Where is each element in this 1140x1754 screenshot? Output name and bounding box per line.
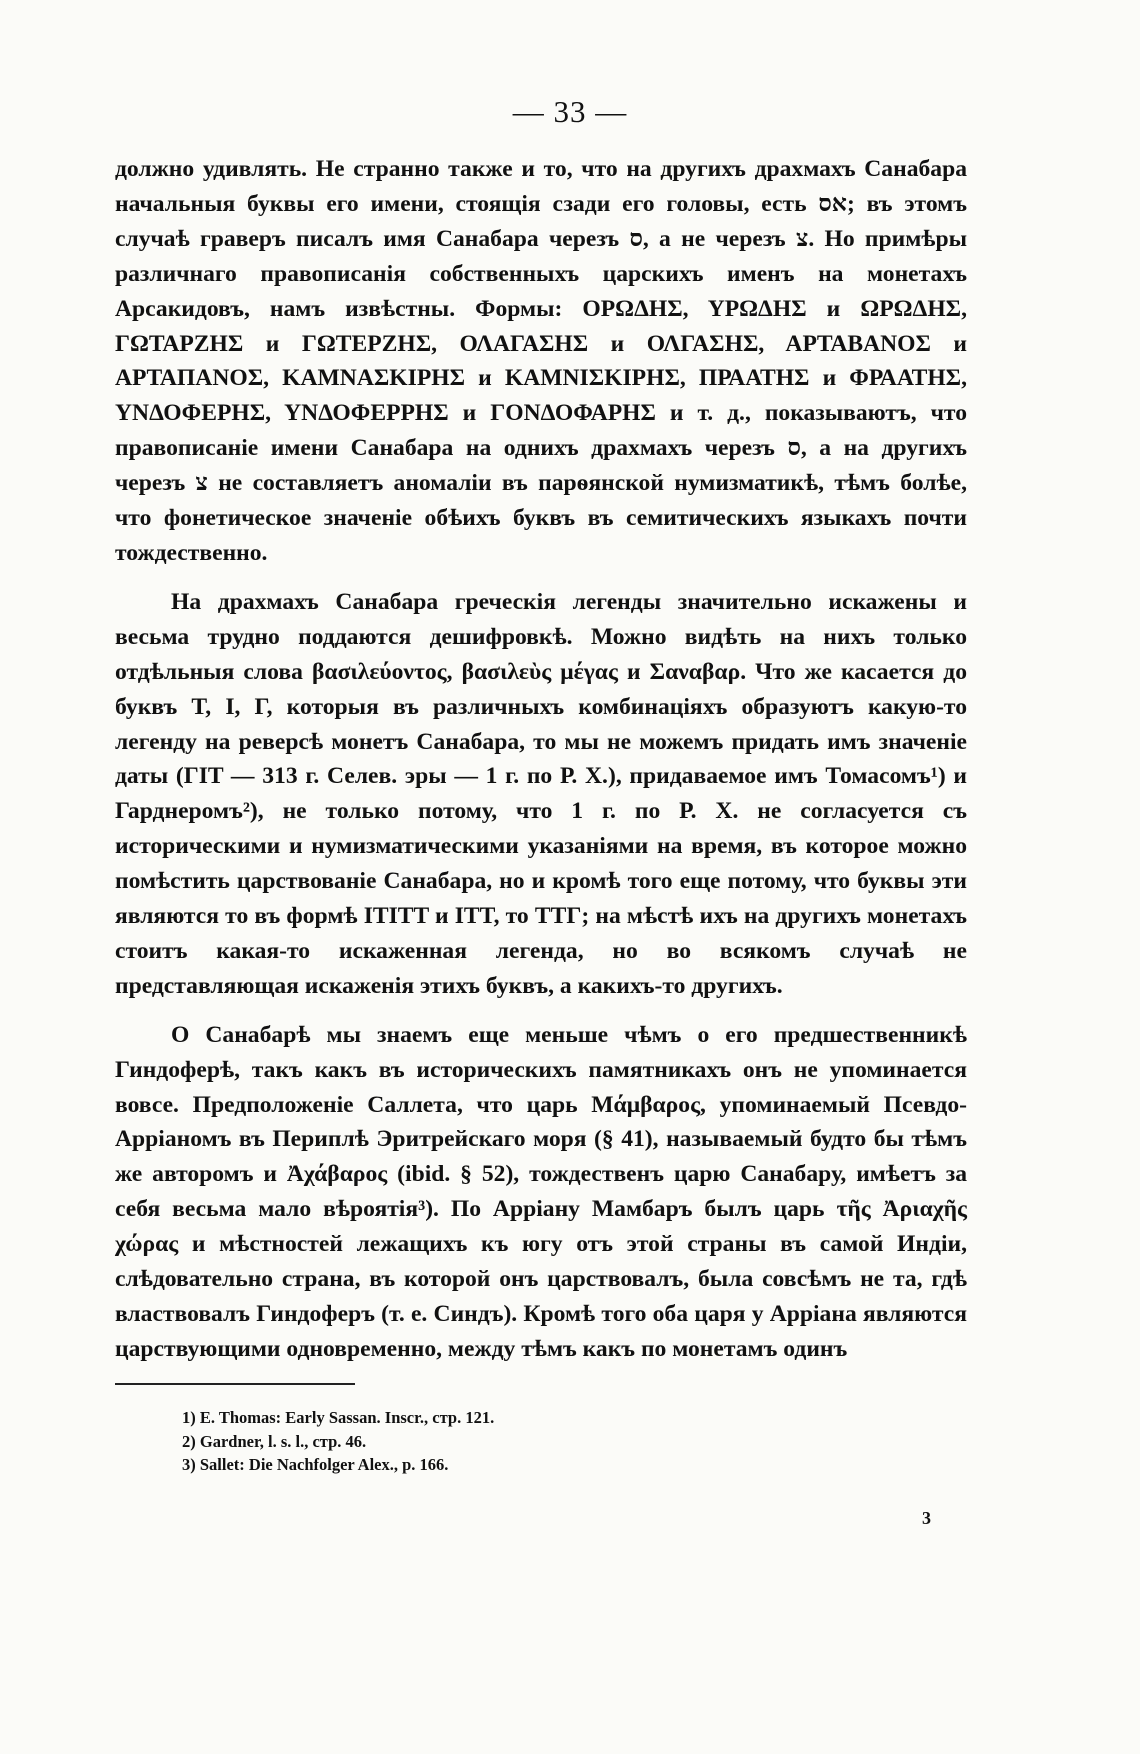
footnotes <box>182 1406 494 1477</box>
paragraph-2: На драхмахъ Санабара греческія легенды значительно искажены и весьма трудно поддаются дешифровкѣ. Можно видѣть на нихъ только отдѣльныя слова βασιλεύοντος, βασιλεὺς μέγας и Σαναβαρ. Что же касается до буквъ Τ, Ι, Γ, которыя въ различныхъ комбинаціяхъ образуютъ какую-то легенду на реверсѣ монетъ Санабара, то мы не можемъ придать имъ значеніе даты (ΓΙΤ — 313 г. Селев. эры — 1 г. по Р. Х.), придаваемое имъ Томасомъ¹) и Гарднеромъ²), не только потому, что 1 г. по Р. Х. не согласуется съ историческими и нумизматическими указаніями на время, въ которое можно помѣстить царствованіе Санабара, но и кромѣ того еще потому, что буквы эти являются то въ формѣ ΙΤΙΤΤ и ΙΤΤ, то ΤΤΓ; на мѣстѣ ихъ на другихъ монетахъ стоитъ какая-то искаженная легенда, но во всякомъ случаѣ не представляющая искаженія этихъ буквъ, а какихъ-то другихъ. <box>115 588 967 999</box>
footnote-2: 2) Gardner, l. s. l., стр. 46. <box>182 1431 367 1451</box>
body-text <box>115 152 967 1367</box>
footnote-3: 3) Sallet: Die Nachfolger Alex., p. 166. <box>182 1455 449 1474</box>
footnote-separator <box>115 1383 355 1385</box>
page-number: — 33 — <box>512 94 628 129</box>
paragraph-1: должно удивлять. Не странно также и то, что на другихъ драхмахъ Санабара начальныя буквы его имени, стоящія сзади его головы, есть אס; въ этомъ случаѣ граверъ писалъ имя Санабара черезъ ס, а не черезъ צ. Но примѣры различнаго правописанія собственныхъ царскихъ именъ на монетахъ Арсакидовъ, намъ извѣстны. Формы: ΟΡΩΔΗΣ, ΥΡΩΔΗΣ и ΩΡΩΔΗΣ, ΓΩΤΑΡΖΗΣ и ΓΩΤΕΡΖΗΣ, ΟΛΑΓΑΣΗΣ и ΟΛΓΑΣΗΣ, ΑΡΤΑΒΑΝΟΣ и ΑΡΤΑΠΑΝΟΣ, ΚΑΜΝΑΣΚΙΡΗΣ и ΚΑΜΝΙΣΚΙΡΗΣ, ΠΡΑΑΤΗΣ и ΦΡΑΑΤΗΣ, ΥΝΔΟΦΕΡΗΣ, ΥΝΔΟΦΕΡΡΗΣ и ΓΟΝΔΟΦΑΡΗΣ и т. д., показываютъ, что правописаніе имени Санабара на однихъ драхмахъ черезъ ס, а на другихъ черезъ צ не составляетъ аномаліи въ парѳянской нумизматикѣ, тѣмъ болѣе, что фонетическое значеніе обѣихъ буквъ въ семитическихъ языкахъ почти тождественно. <box>115 156 968 566</box>
printer-signature-mark: 3 <box>922 1508 931 1528</box>
footnote-1: 1) E. Thomas: Early Sassan. Inscr., стр. 121. <box>182 1408 495 1427</box>
paragraph-3: О Санабарѣ мы знаемъ еще меньше чѣмъ о его предшественникѣ Гиндоферѣ, такъ какъ въ историческихъ памятникахъ онъ не упоминается вовсе. Предположеніе Саллета, что царь Μάμβαρος, упоминаемый Псевдо-Арріаномъ въ Периплѣ Эритрейскаго моря (§ 41), называемый будто бы тѣмъ же авторомъ и Ἀχάβαρος (ibid. § 52), тождественъ царю Санабару, имѣетъ за себя весьма мало вѣроятія³). По Арріану Мамбаръ былъ царь τῆς Ἀριαχῆς χώρας и мѣстностей лежащихъ къ югу отъ этой страны въ самой Индіи, слѣдовательно страна, въ которой онъ царствовалъ, была совсѣмъ не та, гдѣ властвовалъ Гиндоферъ (т. е. Синдъ). Кромѣ того оба царя у Арріана являются царствующими одновременно, между тѣмъ какъ по монетамъ одинъ <box>115 1021 967 1362</box>
